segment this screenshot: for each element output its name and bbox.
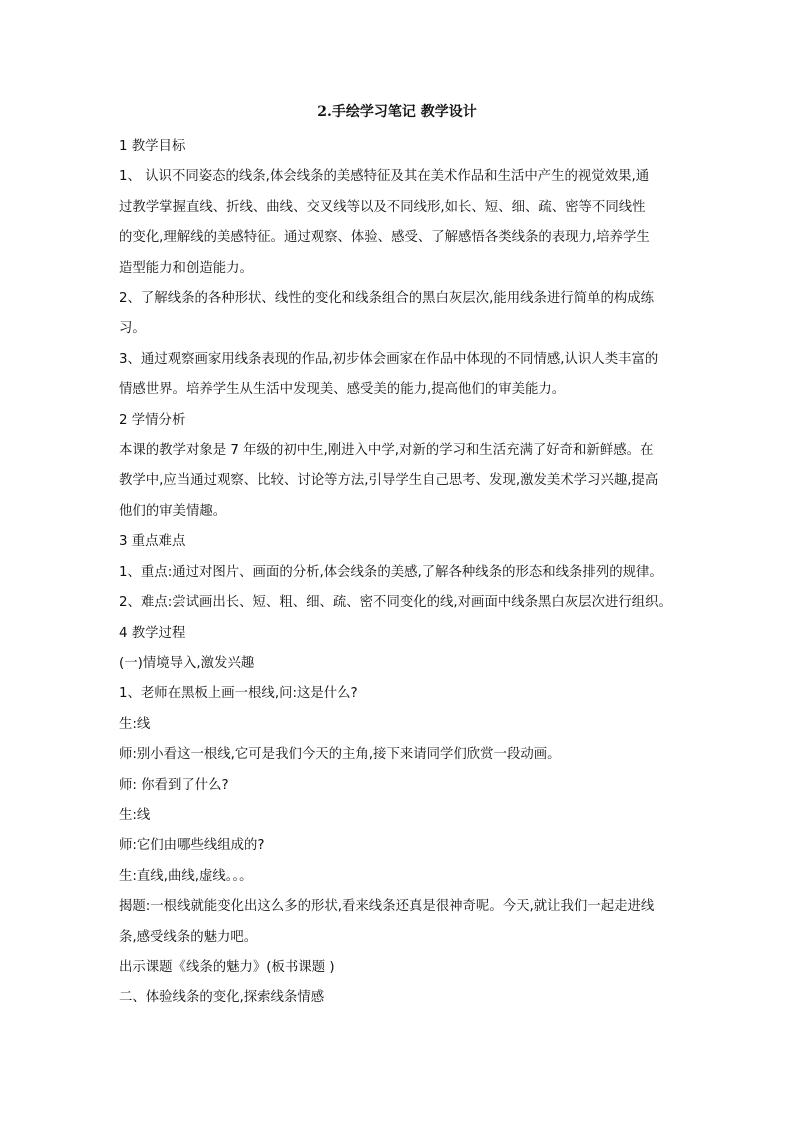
goal-3: 3、通过观察画家用线条表现的作品,初步体会画家在作品中体现的不同情感,认识人类丰富的 情感世界。培养学生从生活中发现美、感受美的能力,提高他们的审美能力。	[119, 351, 659, 398]
goal-2: 2、了解线条的各种形状、线性的变化和线条组合的黑白灰层次,能用线条进行简单的构成练 习。	[119, 291, 655, 337]
key-heading: 3 重点难点	[119, 534, 186, 550]
key-point: 1、重点:通过对图片、画面的分析,体会线条的美感,了解各种线条的形态和线条排列的规律。	[119, 564, 663, 580]
process-line: 生:线	[119, 716, 151, 732]
process-step-intro: (一)情境导入,激发兴趣	[119, 655, 255, 671]
process-section-2: 二、体验线条的变化,探索线条情感	[119, 990, 325, 1006]
goal-1: 1、 认识不同姿态的线条,体会线条的美感特征及其在美术作品和生活中产生的视觉效果,通 过教学掌握直线、折线、曲线、交叉线等以及不同线形,如长、短、细、疏、密等不同线性 的变化,理解线的美感特征。通过观察、体验、感受、了解感悟各类线条的表现力,培养学生 造型能力和创造能力。	[119, 169, 650, 276]
process-reveal: 揭题:一根线就能变化出这么多的形状,看来线条还真是很神奇呢。今天,就让我们一起走进线 条,感受线条的魅力吧。	[119, 899, 655, 945]
goals-heading: 1 教学目标	[119, 139, 186, 154]
process-line: 师:它们由哪些线组成的?	[119, 838, 265, 854]
process-line: 师: 你看到了什么?	[119, 777, 229, 793]
analysis-paragraph: 本课的教学对象是 7 年级的初中生,刚进入中学,对新的学习和生活充满了好奇和新鲜感。在 教学中,应当通过观察、比较、讨论等方法,引导学生自己思考、发现,激发美术学习兴趣,提高 他们的审美情趣。	[119, 443, 659, 519]
process-heading: 4 教学过程	[119, 625, 186, 641]
process-line: 生:直线,曲线,虚线。。。	[119, 868, 253, 884]
analysis-heading: 2 学情分析	[119, 412, 186, 428]
document-title: 2.手绘学习笔记 教学设计	[317, 104, 477, 120]
process-line: 师:别小看这一根线,它可是我们今天的主角,接下来请同学们欣赏一段动画。	[119, 747, 561, 763]
document-body	[119, 132, 679, 1014]
process-line: 1、老师在黑板上画一根线,问:这是什么?	[119, 686, 358, 702]
process-line: 生:线	[119, 807, 151, 823]
process-line: 出示课题《线条的魅力》(板书课题 )	[119, 959, 335, 975]
difficult-point: 2、难点:尝试画出长、短、粗、细、疏、密不同变化的线,对画面中线条黑白灰层次进行组织。	[119, 595, 672, 611]
